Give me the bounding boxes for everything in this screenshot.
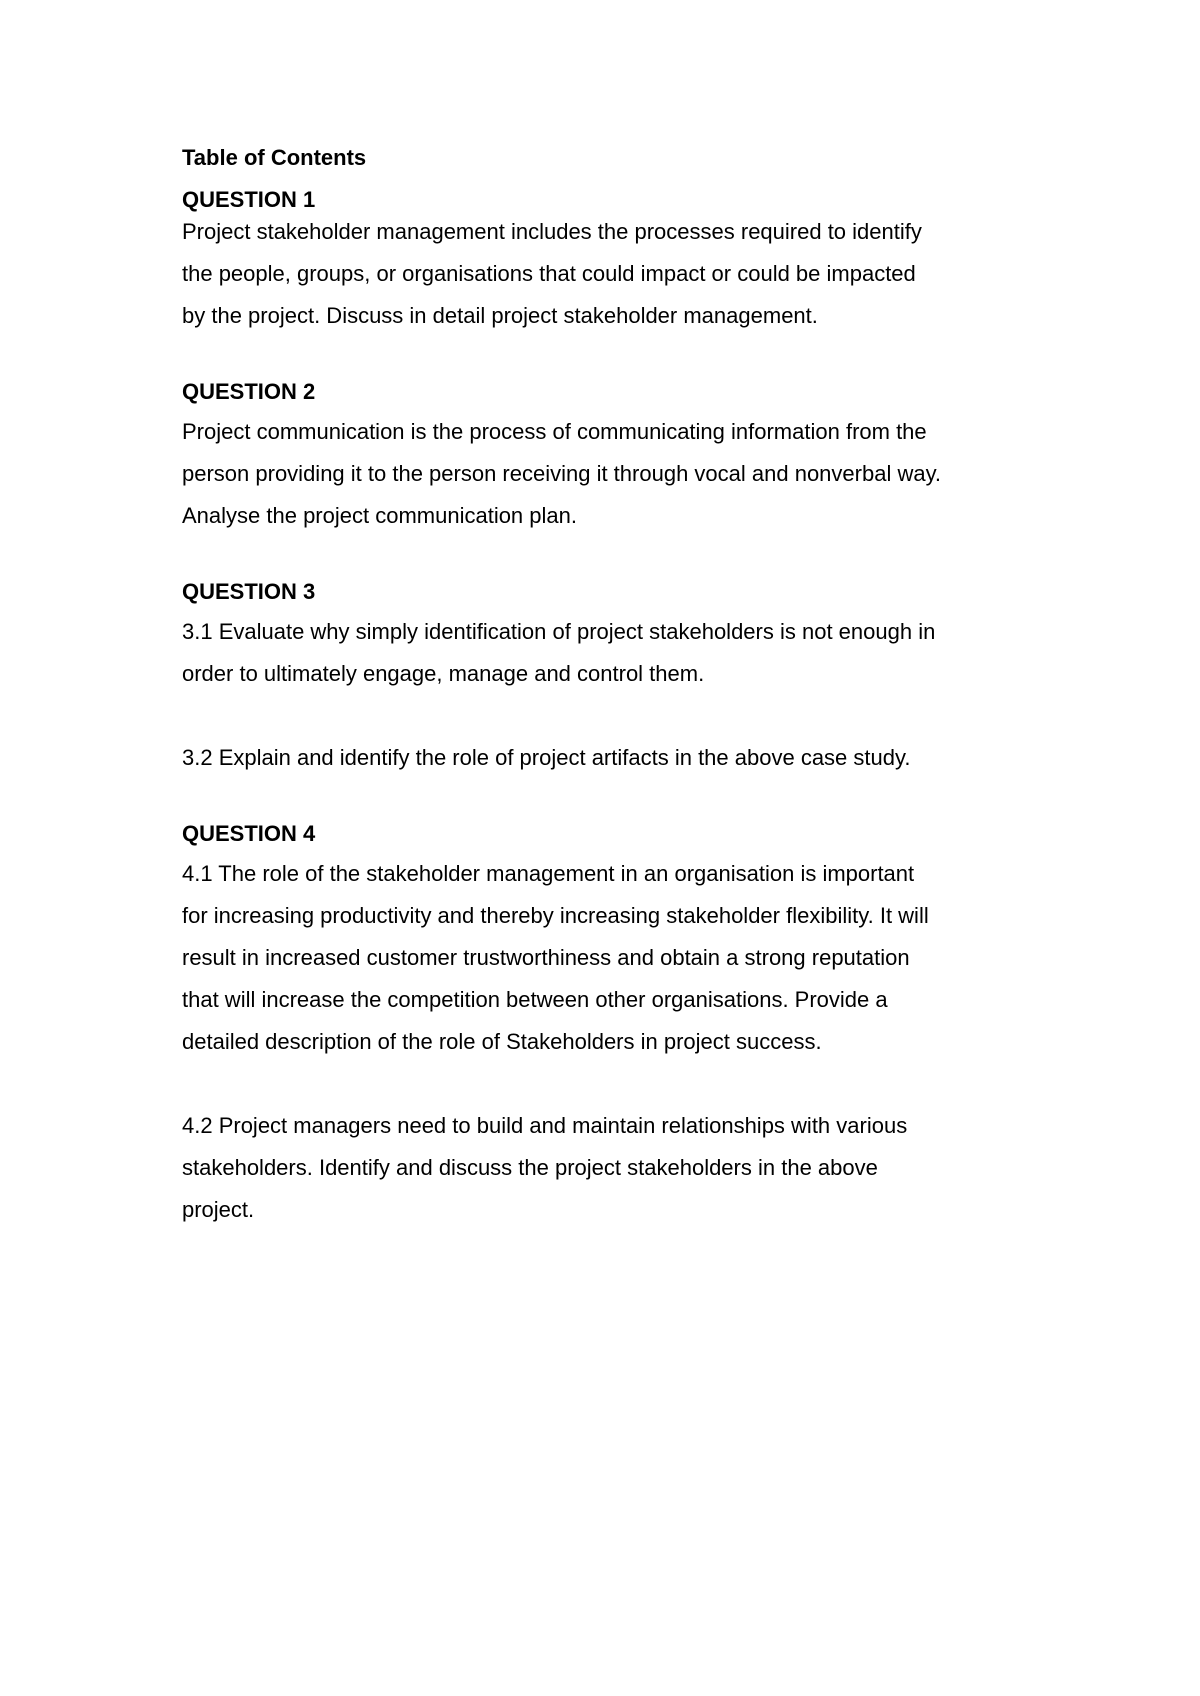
paragraph-line: 3.1 Evaluate why simply identification of project stakeholders is not enough in bbox=[182, 619, 936, 644]
question-4-section bbox=[182, 819, 1062, 1231]
paragraph-line: order to ultimately engage, manage and control them. bbox=[182, 661, 705, 686]
paragraph-line: result in increased customer trustworthiness and obtain a strong reputation bbox=[182, 945, 910, 970]
question-3-section bbox=[182, 577, 1062, 779]
paragraph-line: for increasing productivity and thereby increasing stakeholder flexibility. It will bbox=[182, 903, 929, 928]
question-2-heading: QUESTION 2 bbox=[182, 379, 316, 404]
paragraph-line: by the project. Discuss in detail project stakeholder management. bbox=[182, 303, 818, 328]
paragraph-line: 3.2 Explain and identify the role of project artifacts in the above case study. bbox=[182, 745, 911, 770]
paragraph-line: detailed description of the role of Stakeholders in project success. bbox=[182, 1029, 822, 1054]
paragraph-line: project. bbox=[182, 1197, 255, 1222]
question-4-2-paragraph bbox=[182, 1105, 1062, 1231]
paragraph-line: 4.1 The role of the stakeholder management in an organisation is important bbox=[182, 861, 915, 886]
question-4-1-paragraph bbox=[182, 853, 1062, 1063]
document-content bbox=[182, 143, 1062, 1231]
question-1-paragraph bbox=[182, 211, 1062, 337]
paragraph-line: 4.2 Project managers need to build and maintain relationships with various bbox=[182, 1113, 908, 1138]
question-1-section bbox=[182, 185, 1062, 337]
paragraph-line: Project communication is the process of communicating information from the bbox=[182, 419, 927, 444]
question-3-1-paragraph bbox=[182, 611, 1062, 695]
paragraph-line: Analyse the project communication plan. bbox=[182, 503, 577, 528]
question-4-heading: QUESTION 4 bbox=[182, 821, 316, 846]
question-2-section bbox=[182, 377, 1062, 537]
question-3-heading: QUESTION 3 bbox=[182, 579, 316, 604]
paragraph-line: the people, groups, or organisations that could impact or could be impacted bbox=[182, 261, 916, 286]
question-3-2-paragraph bbox=[182, 737, 1062, 779]
paragraph-line: stakeholders. Identify and discuss the project stakeholders in the above bbox=[182, 1155, 878, 1180]
paragraph-line: Project stakeholder management includes the processes required to identify bbox=[182, 219, 922, 244]
toc-title: Table of Contents bbox=[182, 145, 367, 170]
question-1-heading: QUESTION 1 bbox=[182, 187, 316, 212]
question-2-paragraph bbox=[182, 411, 1062, 537]
paragraph-line: person providing it to the person receiving it through vocal and nonverbal way. bbox=[182, 461, 942, 486]
paragraph-line: that will increase the competition between other organisations. Provide a bbox=[182, 987, 888, 1012]
